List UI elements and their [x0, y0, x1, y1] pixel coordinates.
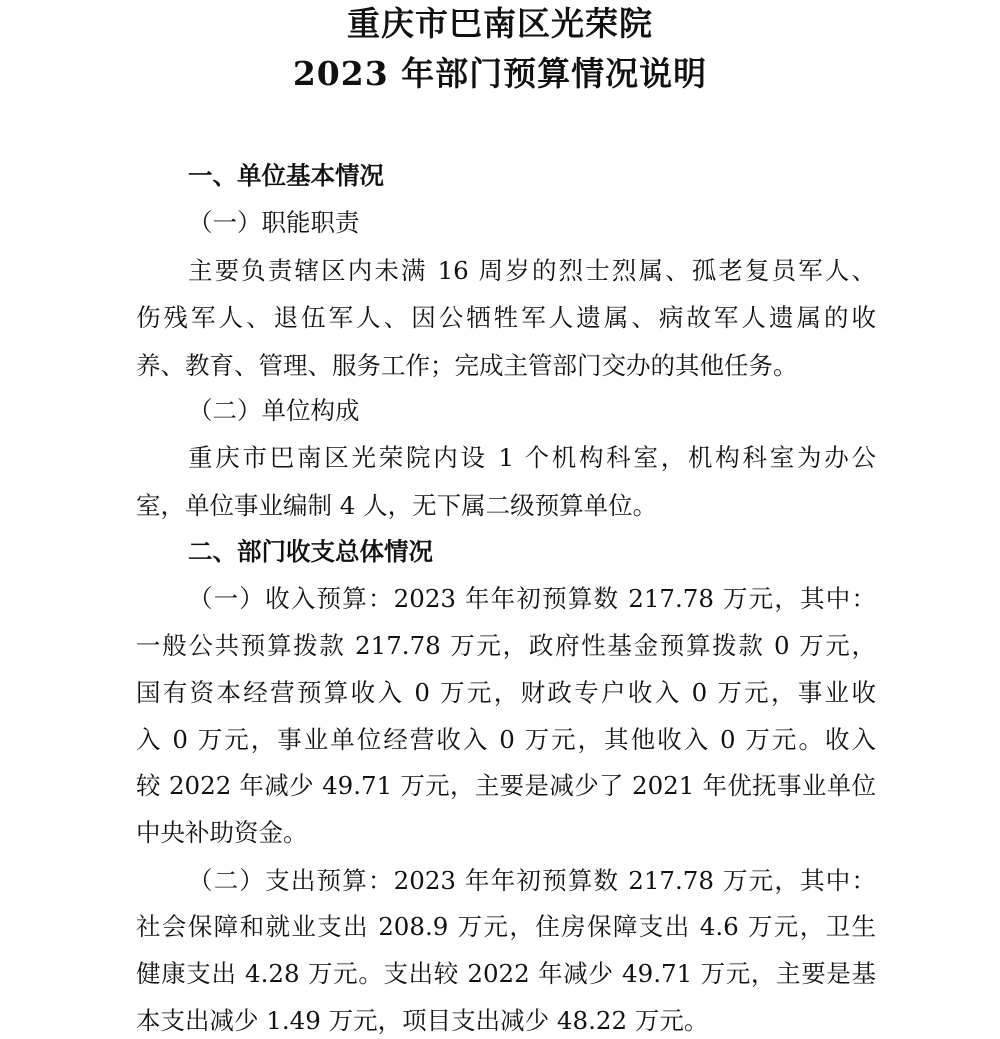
- paragraph-line: 主要负责辖区内未满 16 周岁的烈士烈属、孤老复员军人、: [188, 256, 876, 285]
- section-heading-budget-overview: 二、部门收支总体情况: [188, 537, 433, 566]
- document-title-line-1: 重庆市巴南区光荣院: [347, 4, 653, 43]
- paragraph-line: （二）支出预算：2023 年年初预算数 217.78 万元，其中：: [188, 866, 876, 895]
- paragraph-line: （一）收入预算：2023 年年初预算数 217.78 万元，其中：: [188, 584, 876, 613]
- paragraph-line: 伤残军人、退伍军人、因公牺牲军人遗属、病故军人遗属的收: [136, 303, 876, 332]
- paragraph-line: 入 0 万元，事业单位经营收入 0 万元，其他收入 0 万元。收入: [136, 725, 876, 754]
- paragraph-line: 较 2022 年减少 49.71 万元，主要是减少了 2021 年优抚事业单位: [136, 771, 876, 800]
- document-title-line-2: 2023 年部门预算情况说明: [292, 54, 708, 93]
- paragraph-line: 室，单位事业编制 4 人，无下属二级预算单位。: [136, 491, 658, 520]
- paragraph-line: 国有资本经营预算收入 0 万元，财政专户收入 0 万元，事业收: [136, 678, 876, 707]
- paragraph-line: 本支出减少 1.49 万元，项目支出减少 48.22 万元。: [136, 1006, 709, 1035]
- paragraph-line: 健康支出 4.28 万元。支出较 2022 年减少 49.71 万元，主要是基: [136, 959, 876, 988]
- subheading-structure: （二）单位构成: [188, 396, 360, 425]
- paragraph-line: 社会保障和就业支出 208.9 万元，住房保障支出 4.6 万元，卫生: [136, 912, 876, 941]
- paragraph-line: 重庆市巴南区光荣院内设 1 个机构科室，机构科室为办公: [188, 443, 876, 472]
- section-heading-unit-overview: 一、单位基本情况: [188, 161, 384, 190]
- paragraph-line: 一般公共预算拨款 217.78 万元，政府性基金预算拨款 0 万元，: [136, 631, 876, 660]
- subheading-functions: （一）职能职责: [188, 208, 360, 237]
- paragraph-line: 养、教育、管理、服务工作；完成主管部门交办的其他任务。: [136, 351, 798, 380]
- paragraph-line: 中央补助资金。: [136, 818, 308, 847]
